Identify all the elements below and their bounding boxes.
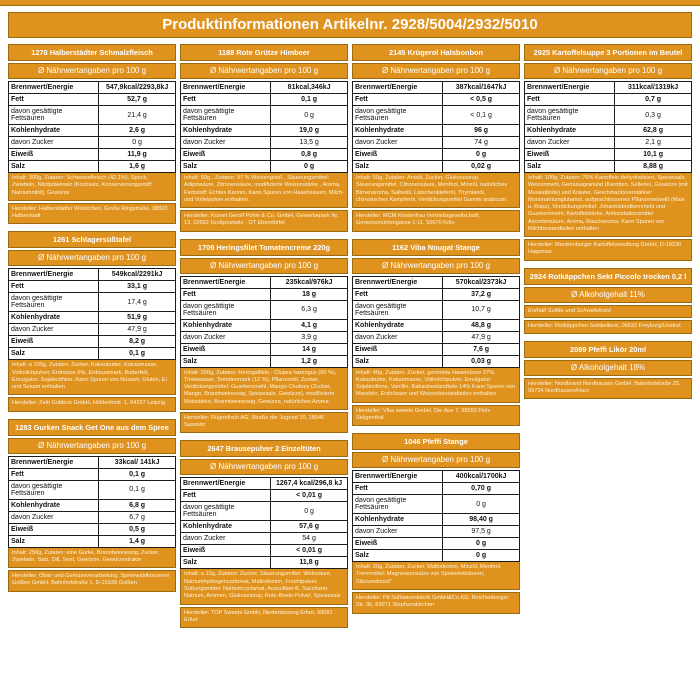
- table-row: [9, 499, 176, 511]
- product-card-2647: [180, 440, 348, 628]
- row-label: Kohlenhydrate: [9, 312, 99, 324]
- row-label: davon gesättigte Fettsäuren: [181, 106, 271, 125]
- row-value: 1267,4 kcal/296,8 kJ: [271, 478, 348, 490]
- table-row: [9, 106, 176, 125]
- table-row: [353, 82, 520, 94]
- table-row: [181, 288, 348, 300]
- manufacturer-text: Hersteller: Rotkäppchen Sektkellerei, 06632 Freyburg/Unstrut: [524, 320, 692, 334]
- table-row: [353, 94, 520, 106]
- row-value: 74 g: [443, 137, 520, 149]
- row-value: 387kcal/1647kJ: [443, 82, 520, 94]
- row-label: Salz: [353, 550, 443, 562]
- manufacturer-text: Hersteller: Mecklenburger Kartoffelveredlung GmbH, D-19230 Hagenow: [524, 239, 692, 261]
- grid-column-4: [524, 44, 692, 399]
- nutrition-table: [352, 276, 520, 368]
- row-value: 0 g: [99, 137, 176, 149]
- table-row: [9, 535, 176, 547]
- row-label: Eiweiß: [525, 149, 615, 161]
- row-label: Salz: [525, 161, 615, 173]
- manufacturer-text: Hersteller: Viba sweets GmbH, Die Aue 7, 98593 Floh-Seligenthal: [352, 405, 520, 427]
- manufacturer-text: Hersteller: Zetti Goldeck GmbH, Hölderlinstr. 1, 04157 Leipzig: [8, 397, 176, 411]
- row-label: Kohlenhydrate: [353, 319, 443, 331]
- row-value: 0,7 g: [615, 94, 692, 106]
- manufacturer-text: Hersteller: TOP Sweets GmbH, Niederlassung Erfurt, 99091 Erfurt: [180, 607, 348, 629]
- row-value: 570kcal/2373kJ: [443, 276, 520, 288]
- product-card-1162: [352, 239, 520, 427]
- table-row: [9, 94, 176, 106]
- product-title: 2647 Brausepulver 2 Einzeltüten: [180, 440, 348, 457]
- row-label: Salz: [181, 355, 271, 367]
- nutrition-subheader: Ø Nährwertangaben pro 100 g: [352, 452, 520, 468]
- table-row: [353, 288, 520, 300]
- product-card-2089: [524, 341, 692, 400]
- product-card-1261: [8, 231, 176, 411]
- row-value: 8,88 g: [615, 161, 692, 173]
- table-row: [353, 355, 520, 367]
- product-grid: [0, 44, 700, 628]
- row-label: Brennwert/Energie: [353, 471, 443, 483]
- table-row: [9, 523, 176, 535]
- table-row: [525, 161, 692, 173]
- row-label: davon Zucker: [9, 511, 99, 523]
- row-value: 2,6 g: [99, 125, 176, 137]
- row-value: 0,3 g: [615, 106, 692, 125]
- table-row: [181, 502, 348, 521]
- table-row: [525, 94, 692, 106]
- row-value: 57,6 g: [271, 521, 348, 533]
- table-row: [353, 137, 520, 149]
- row-value: 33kcal/ 141kJ: [99, 456, 176, 468]
- table-row: [353, 514, 520, 526]
- table-row: [9, 137, 176, 149]
- table-row: [181, 533, 348, 545]
- table-row: [353, 550, 520, 562]
- table-row: [181, 276, 348, 288]
- table-row: [181, 125, 348, 137]
- row-value: 11,8 g: [271, 557, 348, 569]
- manufacturer-text: Hersteller: Komet Gerolf Pöhle & Co. GmbH, Gewerbepark Nr. 13, 02692 Großpostwitz - OT Ebendörfel: [180, 210, 348, 232]
- row-value: 21,4 g: [99, 106, 176, 125]
- product-card-1709: [180, 239, 348, 434]
- row-value: 17,4 g: [99, 293, 176, 312]
- ingredients-text: Inhalt: 250g, Zutaten: eine Gurke, Branntweinessig, Zucker, Zwiebeln, Salz, Dill, Senf, Gewürze, Gewürzextrakte: [8, 548, 176, 569]
- row-value: 3,9 g: [271, 331, 348, 343]
- row-value: 33,1 g: [99, 281, 176, 293]
- page-top-border: [0, 0, 700, 6]
- row-label: Kohlenhydrate: [9, 499, 99, 511]
- row-value: 0 g: [271, 502, 348, 521]
- row-label: Eiweiß: [353, 343, 443, 355]
- table-row: [353, 526, 520, 538]
- nutrition-subheader: Ø Nährwertangaben pro 100 g: [352, 258, 520, 274]
- manufacturer-text: Hersteller: Rügenfisch AG, Straße der Jugend 10, 18546 Sassnitz: [180, 412, 348, 434]
- row-value: < 0,1 g: [443, 106, 520, 125]
- row-label: Kohlenhydrate: [525, 125, 615, 137]
- alcohol-content: Ø Alkoholgehalt 18%: [524, 360, 692, 376]
- row-label: Kohlenhydrate: [181, 319, 271, 331]
- table-row: [181, 545, 348, 557]
- row-label: Fett: [525, 94, 615, 106]
- row-value: 0,1 g: [99, 468, 176, 480]
- row-value: 0,02 g: [443, 161, 520, 173]
- row-label: Eiweiß: [9, 149, 99, 161]
- row-value: 81kcal,346kJ: [271, 82, 348, 94]
- product-card-1278: [8, 44, 176, 224]
- product-title: 1261 Schlagersüßtafel: [8, 231, 176, 248]
- row-value: 11,9 g: [99, 149, 176, 161]
- row-value: 0 g: [443, 495, 520, 514]
- table-row: [9, 312, 176, 324]
- nutrition-table: [524, 81, 692, 173]
- ingredients-text: Inhalt: 300g, Zutaten: Schweinefleisch (42,1%), Speck, Zwiebeln, Nitritpökelsalz (Kochsalz, Konservierungsstoff: Natriumnitrit), Gewürze: [8, 173, 176, 201]
- row-label: davon gesättigte Fettsäuren: [353, 106, 443, 125]
- manufacturer-text: Hersteller: Obst- und Gemüseverarbeitung, Spreewaldkonserve Golßen GmbH, Bahnhofstraße 1, D-15938 Golßen: [8, 570, 176, 592]
- row-value: 0 g: [443, 538, 520, 550]
- product-card-2924: [524, 268, 692, 334]
- table-row: [353, 149, 520, 161]
- table-row: [353, 495, 520, 514]
- row-value: 0,03 g: [443, 355, 520, 367]
- row-label: davon Zucker: [181, 137, 271, 149]
- row-label: Fett: [181, 94, 271, 106]
- nutrition-subheader: Ø Nährwertangaben pro 100 g: [180, 459, 348, 475]
- row-value: 1,2 g: [271, 355, 348, 367]
- row-label: Eiweiß: [181, 343, 271, 355]
- table-row: [353, 319, 520, 331]
- row-value: 6,8 g: [99, 499, 176, 511]
- row-label: Eiweiß: [181, 545, 271, 557]
- row-value: 0 g: [443, 149, 520, 161]
- nutrition-table: [8, 81, 176, 173]
- table-row: [9, 324, 176, 336]
- row-label: Brennwert/Energie: [9, 269, 99, 281]
- table-row: [181, 490, 348, 502]
- table-row: [9, 336, 176, 348]
- row-label: Salz: [9, 535, 99, 547]
- row-label: davon gesättigte Fettsäuren: [353, 495, 443, 514]
- row-label: Kohlenhydrate: [9, 125, 99, 137]
- grid-column-3: [352, 44, 520, 614]
- table-row: [353, 331, 520, 343]
- row-value: 51,9 g: [99, 312, 176, 324]
- row-label: Salz: [353, 355, 443, 367]
- row-value: 98,40 g: [443, 514, 520, 526]
- table-row: [181, 355, 348, 367]
- table-row: [353, 300, 520, 319]
- row-value: 311kcal/1319kJ: [615, 82, 692, 94]
- allergen-note: Enthält Sulfite und Schwefeloxid: [524, 305, 692, 318]
- table-row: [525, 82, 692, 94]
- row-value: 10,1 g: [615, 149, 692, 161]
- grid-column-1: [8, 44, 176, 592]
- row-value: 48,8 g: [443, 319, 520, 331]
- row-label: Kohlenhydrate: [353, 125, 443, 137]
- row-label: davon gesättigte Fettsäuren: [525, 106, 615, 125]
- row-label: Fett: [9, 468, 99, 480]
- nutrition-table: [8, 456, 176, 548]
- row-label: Eiweiß: [9, 336, 99, 348]
- row-value: 7,6 g: [443, 343, 520, 355]
- nutrition-subheader: Ø Nährwertangaben pro 100 g: [180, 63, 348, 79]
- row-value: 18 g: [271, 288, 348, 300]
- row-label: davon gesättigte Fettsäuren: [9, 293, 99, 312]
- nutrition-table: [180, 477, 348, 569]
- nutrition-subheader: Ø Nährwertangaben pro 100 g: [352, 63, 520, 79]
- table-row: [181, 319, 348, 331]
- row-value: < 0,01 g: [271, 490, 348, 502]
- row-label: Fett: [181, 490, 271, 502]
- nutrition-table: [352, 470, 520, 562]
- row-label: Salz: [9, 348, 99, 360]
- ingredients-text: Inhalt: a 10g, Zutaten: Zucker, Säuerungsmittel: Weinsäure, Natriumhydrogencarbonat, Maltodextrin, Fruchtpulver, Süßungsmittel: Natriumcyclamat, Acesulfam-K, Saccharin-Natrium, Aromen, Glukosesirup, Rote-Beete-Pulver, Speisesalz: [180, 569, 348, 604]
- product-card-1046: [352, 433, 520, 613]
- row-label: Fett: [181, 288, 271, 300]
- grid-column-2: [180, 44, 348, 628]
- row-value: 0,1 g: [99, 480, 176, 499]
- table-row: [9, 149, 176, 161]
- product-title: 2145 Krügerol Halsbonbon: [352, 44, 520, 61]
- page-title: Produktinformationen Artikelnr. 2928/5004/2932/5010: [8, 12, 692, 38]
- table-row: [353, 471, 520, 483]
- row-label: davon Zucker: [9, 324, 99, 336]
- ingredients-text: Inhalt: 200g, Zutaten: Heringsfilets - Clupea harengus (60 %), Trinkwasser, Tomatenmark (12 %), Pflanzenöl, Zucker, Verdickungsmittel: Guarkernmehl, Mango-Chutney (Zucker, Mango, Branntweinessig, Speisesalz, Gewürze), modifizierte Maisstärke, Branntweinessig, Gewürze, natürliches Aroma: [180, 368, 348, 410]
- product-card-2925: [524, 44, 692, 261]
- table-row: [181, 557, 348, 569]
- table-row: [353, 343, 520, 355]
- row-value: 1,6 g: [99, 161, 176, 173]
- row-label: davon Zucker: [181, 331, 271, 343]
- ingredients-text: Inhalt: 100g, Zutaten: 76% Kartoffeln dehydratisiert, Speisesalz, Weizenmehl, Gemüsegranulat (Karotten, Sellerie), Gewürze (mit Muskatblüte) und Kräuter, Geschmacksverstärker: Mononatriumglutamat, aufgeschlossenes Pflanzeneiweiß (Mais u. Raps), Verdickungsmittel: Johannisbrotkernmehl und Guarkernmehl, Kartoffelstärke, Antioxidationsmittel Ascorbinsäure, Aroma, Raucharoma. Kann Spuren von Milchbestandteilen enthalten: [524, 173, 692, 237]
- product-title: 2925 Kartoffelsuppe 3 Portionen im Beutel: [524, 44, 692, 61]
- row-value: 0 g: [271, 161, 348, 173]
- row-value: 0 g: [271, 106, 348, 125]
- table-row: [525, 149, 692, 161]
- product-card-1283: [8, 419, 176, 592]
- table-row: [9, 269, 176, 281]
- row-label: Brennwert/Energie: [9, 456, 99, 468]
- product-title: 1188 Rote Grütze Himbeer: [180, 44, 348, 61]
- manufacturer-text: Hersteller: Halberstädter Würstchen, Große Ringstraße, 38820 Halberstadt: [8, 203, 176, 225]
- row-value: 47,9 g: [99, 324, 176, 336]
- product-title: 1162 Viba Nougat Stange: [352, 239, 520, 256]
- table-row: [9, 511, 176, 523]
- table-row: [9, 281, 176, 293]
- row-value: 96 g: [443, 125, 520, 137]
- table-row: [181, 82, 348, 94]
- nutrition-subheader: Ø Nährwertangaben pro 100 g: [8, 250, 176, 266]
- row-value: 0 g: [443, 550, 520, 562]
- row-label: davon gesättigte Fettsäuren: [181, 502, 271, 521]
- row-label: Salz: [353, 161, 443, 173]
- row-label: Salz: [9, 161, 99, 173]
- table-row: [353, 161, 520, 173]
- row-label: Eiweiß: [353, 149, 443, 161]
- row-label: Brennwert/Energie: [353, 276, 443, 288]
- row-label: davon Zucker: [353, 137, 443, 149]
- row-value: 6,7 g: [99, 511, 176, 523]
- row-value: 14 g: [271, 343, 348, 355]
- row-label: Kohlenhydrate: [181, 521, 271, 533]
- table-row: [9, 293, 176, 312]
- row-label: Salz: [181, 557, 271, 569]
- row-value: 37,2 g: [443, 288, 520, 300]
- row-value: 97,5 g: [443, 526, 520, 538]
- row-label: davon gesättigte Fettsäuren: [9, 106, 99, 125]
- row-label: Brennwert/Energie: [181, 478, 271, 490]
- row-value: 6,3 g: [271, 300, 348, 319]
- table-row: [9, 125, 176, 137]
- manufacturer-text: Hersteller: Pit Süßwarenfabrik GmbH&Co.KG, Reichenberger Str. 36, 83071 Stephanskirchen: [352, 592, 520, 614]
- table-row: [181, 478, 348, 490]
- nutrition-subheader: Ø Nährwertangaben pro 100 g: [180, 258, 348, 274]
- alcohol-content: Ø Alkoholgehalt 11%: [524, 287, 692, 303]
- row-value: 13,5 g: [271, 137, 348, 149]
- row-label: Eiweiß: [181, 149, 271, 161]
- row-label: Fett: [353, 288, 443, 300]
- row-value: 8,2 g: [99, 336, 176, 348]
- row-value: 235kcal/976kJ: [271, 276, 348, 288]
- table-row: [181, 137, 348, 149]
- row-value: 2,1 g: [615, 137, 692, 149]
- row-value: 400kcal/1700kJ: [443, 471, 520, 483]
- row-label: Fett: [9, 94, 99, 106]
- manufacturer-text: Hersteller: Nordbrand Nordhausen GmbH, Bahnhofstraße 25, 99734 Nordhausen/Harz: [524, 378, 692, 400]
- row-value: 0,1 g: [271, 94, 348, 106]
- table-row: [525, 106, 692, 125]
- table-row: [9, 348, 176, 360]
- manufacturer-text: Hersteller: MCM Klosterfrau Vertriebsgesellschaft, Gereonsmühlengasse 1-11, 50670 Köln: [352, 210, 520, 232]
- nutrition-subheader: Ø Nährwertangaben pro 100 g: [8, 438, 176, 454]
- row-label: davon gesättigte Fettsäuren: [353, 300, 443, 319]
- row-value: 0,8 g: [271, 149, 348, 161]
- row-value: 0,70 g: [443, 483, 520, 495]
- nutrition-table: [352, 81, 520, 173]
- table-row: [9, 468, 176, 480]
- table-row: [9, 456, 176, 468]
- row-value: 549kcal/2291kJ: [99, 269, 176, 281]
- row-value: 547,9kcal/2293,8kJ: [99, 82, 176, 94]
- table-row: [9, 480, 176, 499]
- table-row: [181, 149, 348, 161]
- product-title: 2924 Rotkäppchen Sekt Piccolo trocken 0,2 l: [524, 268, 692, 285]
- row-label: davon Zucker: [181, 533, 271, 545]
- ingredients-text: Inhalt: a 100g, Zutaten: Zucker, Kakaobutter, Kakaomasse, Vollmilchpulver, Erdnüsse 6%, Erdnussmark, Butterfett, Emulgator: Sojalecithine. Kann Spuren von Nüssen, Gluten, Ei und Sesam enthalten: [8, 360, 176, 395]
- row-value: < 0,01 g: [271, 545, 348, 557]
- row-label: davon Zucker: [9, 137, 99, 149]
- product-title: 1709 Heringsfilet Tomatencreme 220g: [180, 239, 348, 256]
- row-value: 62,8 g: [615, 125, 692, 137]
- table-row: [181, 94, 348, 106]
- table-row: [9, 161, 176, 173]
- table-row: [181, 331, 348, 343]
- nutrition-subheader: Ø Nährwertangaben pro 100 g: [8, 63, 176, 79]
- row-label: davon Zucker: [353, 526, 443, 538]
- nutrition-subheader: Ø Nährwertangaben pro 100 g: [524, 63, 692, 79]
- row-label: Eiweiß: [353, 538, 443, 550]
- table-row: [181, 161, 348, 173]
- ingredients-text: Inhalt: 40g, Zutaten: Zucker, geröstete Haselnüsse 37%, Kakaobutter, Kakaomasse, Vollmilchpulver, Emulgator: Sojalecithine, Vanillin, Kakaobestandteile 14% Kann Spuren von Mandeln, Erdnüssen und Weizenbestandteilen enthalten.: [352, 368, 520, 403]
- nutrition-table: [180, 276, 348, 368]
- row-label: davon Zucker: [353, 331, 443, 343]
- ingredients-text: Inhalt: 20g, Zutaten: Zucker, Maltodextrin, Minzöl, Menthol, Trennmittel: Magnesiumsalze von Speisefettsäuren; Siliciumdioxid": [352, 562, 520, 590]
- product-card-2145: [352, 44, 520, 232]
- row-label: davon gesättigte Fettsäuren: [9, 480, 99, 499]
- table-row: [353, 538, 520, 550]
- table-row: [525, 125, 692, 137]
- product-card-1188: [180, 44, 348, 232]
- row-label: davon gesättigte Fettsäuren: [181, 300, 271, 319]
- row-value: 1,4 g: [99, 535, 176, 547]
- row-value: 54 g: [271, 533, 348, 545]
- table-row: [353, 125, 520, 137]
- row-label: Fett: [353, 94, 443, 106]
- ingredients-text: Inhalt: 50g, Zutaten: Anisöl, Zucker, Glukosesirup, Säuerungsmittel, Citronensäure, Menthol, Minzöl, natürliches Birnenaroma, Salbeiöl, Latschenkieferöl, Thymianöl, chinesisches Kampferöl, Verdickungsmittel Gummi arabicum: [352, 173, 520, 208]
- product-title: 1283 Gurken Snack Get One aus dem Spree: [8, 419, 176, 436]
- row-value: < 0,5 g: [443, 94, 520, 106]
- table-row: [353, 483, 520, 495]
- table-row: [181, 106, 348, 125]
- row-label: Salz: [181, 161, 271, 173]
- row-label: Eiweiß: [9, 523, 99, 535]
- row-value: 0,1 g: [99, 348, 176, 360]
- row-value: 4,1 g: [271, 319, 348, 331]
- row-value: 10,7 g: [443, 300, 520, 319]
- row-value: 52,7 g: [99, 94, 176, 106]
- row-label: Kohlenhydrate: [353, 514, 443, 526]
- nutrition-table: [8, 268, 176, 360]
- table-row: [525, 137, 692, 149]
- table-row: [353, 106, 520, 125]
- row-label: Fett: [353, 483, 443, 495]
- row-label: Brennwert/Energie: [9, 82, 99, 94]
- row-value: 47,9 g: [443, 331, 520, 343]
- row-label: davon Zucker: [525, 137, 615, 149]
- table-row: [181, 300, 348, 319]
- row-label: Brennwert/Energie: [525, 82, 615, 94]
- row-label: Kohlenhydrate: [181, 125, 271, 137]
- nutrition-table: [180, 81, 348, 173]
- table-row: [181, 343, 348, 355]
- product-title: 1046 Pfeffi Stange: [352, 433, 520, 450]
- row-value: 19,0 g: [271, 125, 348, 137]
- row-value: 0,5 g: [99, 523, 176, 535]
- product-title: 1278 Halberstädter Schmalzfleisch: [8, 44, 176, 61]
- ingredients-text: Inhalt: 50g , Zutaten: 97 % Weizengrieß , Säuerungsmittel: Adipinsäure, Zitronensäure, modifizierte Weizenstärke , Aroma, Farbstoff: Echtes Karmin. Kann Spuren von Haselnüssen, Milch- und Volleipulver enthalten.: [180, 173, 348, 208]
- row-label: Brennwert/Energie: [353, 82, 443, 94]
- product-title: 2089 Pfeffi Likör 20ml: [524, 341, 692, 358]
- row-label: Brennwert/Energie: [181, 276, 271, 288]
- table-row: [181, 521, 348, 533]
- row-label: Fett: [9, 281, 99, 293]
- table-row: [9, 82, 176, 94]
- table-row: [353, 276, 520, 288]
- row-label: Brennwert/Energie: [181, 82, 271, 94]
